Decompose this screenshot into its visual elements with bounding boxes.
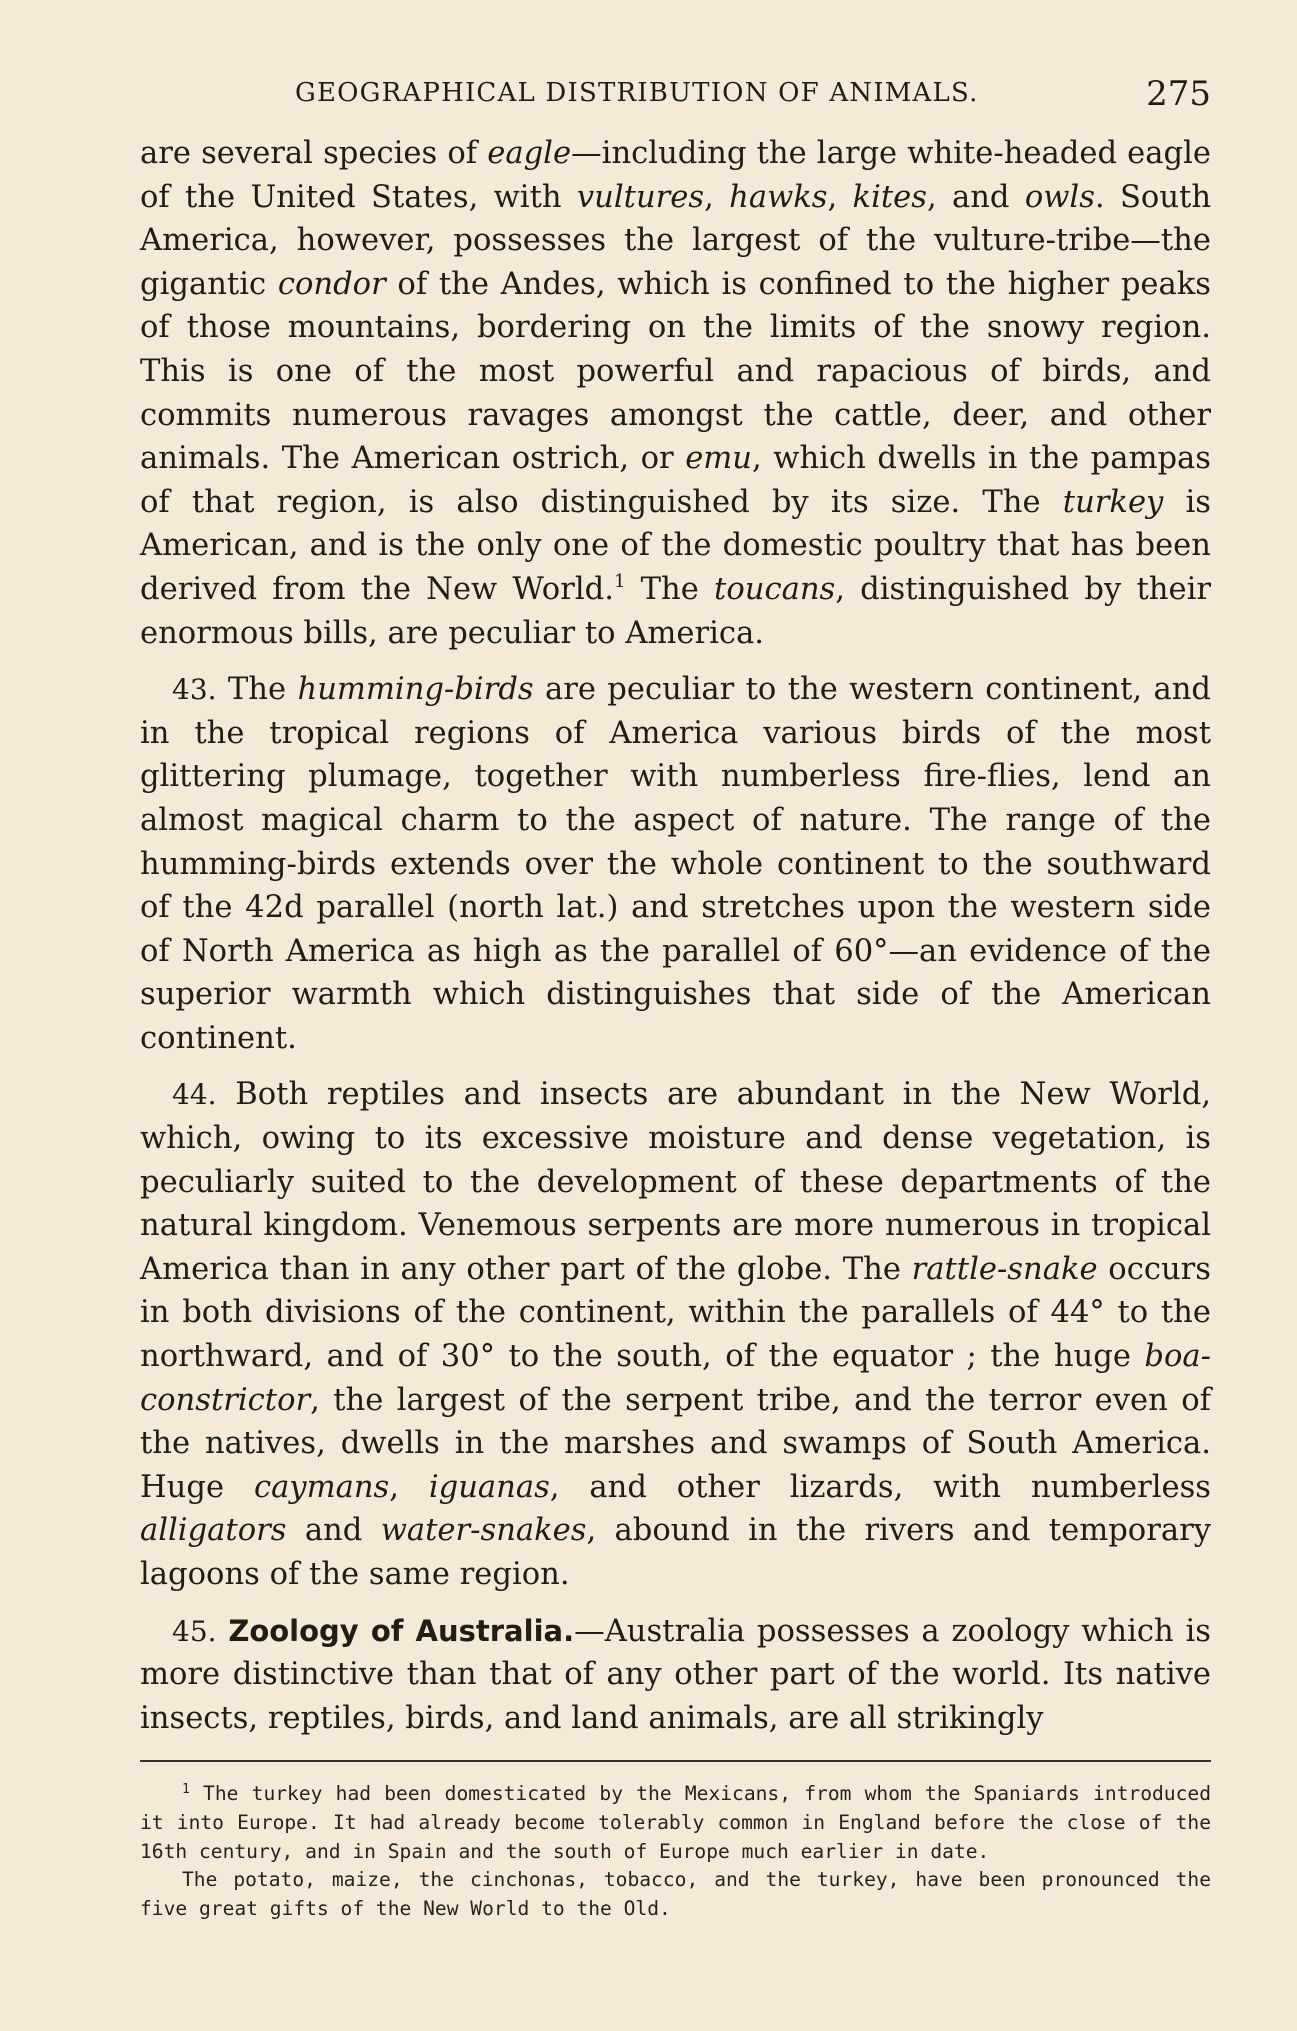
section-heading: Zoology of Australia. — [228, 1613, 575, 1648]
text-run: , abound in the rivers and temporary lagoons of the same region. — [140, 1513, 1211, 1592]
running-header — [140, 74, 1211, 132]
text-run: , distinguished by their enormous bills, are peculiar to America. — [140, 571, 1211, 651]
main-text — [140, 132, 1211, 1740]
text-run: occurs in both divisions of the continent, within the parallels of 44° to the northward, and of 30° to the south, of the equator ; the huge — [140, 1251, 1211, 1375]
italic-term: kites — [852, 179, 927, 215]
text-run: . South America, however, possesses the largest of the vulture-tribe—the gigantic — [140, 179, 1212, 302]
text-run: are several species of — [140, 136, 488, 171]
italic-term: caymans — [253, 1469, 390, 1505]
text-run: , — [389, 1469, 429, 1505]
text-run: , which dwells in the pampas of that region, is also distinguished by its size. The — [140, 441, 1211, 520]
text-run: —including the large white-headed eagle of the United States, with — [140, 136, 1211, 215]
italic-term: boa-constrictor — [140, 1339, 1211, 1418]
paragraph-p44 — [140, 1073, 1211, 1596]
italic-term: iguanas — [428, 1469, 550, 1505]
text-run: The — [625, 571, 715, 607]
footnote-text: The potato, maize, the cinchonas, tobacco, and the turkey, have been pronounced the five great gifts of the New World to the Old. — [140, 1868, 1211, 1920]
footnote-marker: 1 — [182, 1782, 190, 1798]
section-number: 43. — [172, 673, 217, 707]
footnote-text: The turkey had been domesticated by the Mexicans, from whom the Spaniards introduced it into Europe. It had already become tolerably common in England before the close of the 16th century, and in Spain and the south of Europe much earlier in date. — [140, 1782, 1211, 1863]
text-run: are peculiar to the western continent, and in the tropical regions of America various birds of the most glittering plumage, together with numberless fire-flies, lend an almost magical charm to the aspect of nature. The range of the humming-birds extends over the whole continent to the southward of the 42d parallel (north lat.) and stretches upon the western side of North America as high as the parallel of 60°—an evidence of the superior warmth which distinguishes that side of the American continent. — [140, 672, 1212, 1056]
footnotes — [140, 1780, 1211, 1923]
paragraph-p1 — [140, 132, 1211, 655]
italic-term: water-snakes — [380, 1513, 587, 1549]
text-run: , — [704, 179, 730, 215]
italic-term: turkey — [1062, 484, 1164, 520]
text-run: , and other lizards, with numberless — [549, 1469, 1211, 1505]
text-run: is American, and is the only one of the domestic poultry that has been derived from the New World. — [140, 484, 1211, 607]
footnote-rule — [140, 1760, 1211, 1762]
italic-term: alligators — [140, 1513, 287, 1549]
italic-term: eagle — [487, 136, 572, 171]
italic-term: rattle-snake — [911, 1251, 1098, 1287]
text-run: Both reptiles and insects are abundant in the New World, which, owing to its excessive moisture and dense vegetation, is peculiarly suited to the development of these departments of the natural kingdom. Venemous serpents are more numerous in tropical America than in any other part of the globe. The — [140, 1077, 1211, 1287]
footnote-fn1 — [140, 1780, 1211, 1866]
running-header-title: GEOGRAPHICAL DISTRIBUTION OF ANIMALS. — [295, 78, 979, 108]
page-number: 275 — [1146, 74, 1211, 114]
text-run: and — [286, 1513, 381, 1549]
text-run: , the largest of the serpent tribe, and the terror even of the natives, dwells in the marshes and swamps of South America. Huge — [140, 1382, 1211, 1505]
italic-term: vultures — [576, 179, 705, 215]
italic-term: emu — [685, 441, 753, 477]
text-run: —Australia possesses a zoology which is more distinctive than that of any other part of the world. Its native insects, reptiles, birds, and land animals, are all strikingly — [140, 1613, 1211, 1736]
italic-term: toucans — [714, 571, 836, 607]
book-page — [140, 74, 1211, 2004]
text-run: , and — [926, 179, 1025, 215]
italic-term: condor — [277, 266, 386, 302]
text-run: The — [216, 672, 298, 708]
italic-term: hawks — [729, 179, 828, 215]
italic-term: owls — [1024, 179, 1095, 215]
text-run: of the Andes, which is confined to the higher peaks of those mountains, bordering on the limits of the snowy region. This is one of the most powerful and rapacious of birds, and commits numerous ravages amongst the cattle, deer, and other animals. The American ostrich, or — [140, 266, 1211, 477]
footnote-fn2 — [140, 1866, 1211, 1923]
text-run — [217, 1614, 229, 1649]
paragraph-p43 — [140, 668, 1211, 1060]
paragraph-p45 — [140, 1610, 1211, 1741]
section-number: 45. — [172, 1614, 217, 1648]
italic-term: humming-birds — [297, 672, 534, 708]
text-run: , — [827, 179, 853, 215]
section-number: 44. — [172, 1078, 217, 1112]
footnote-reference: 1 — [613, 570, 626, 592]
